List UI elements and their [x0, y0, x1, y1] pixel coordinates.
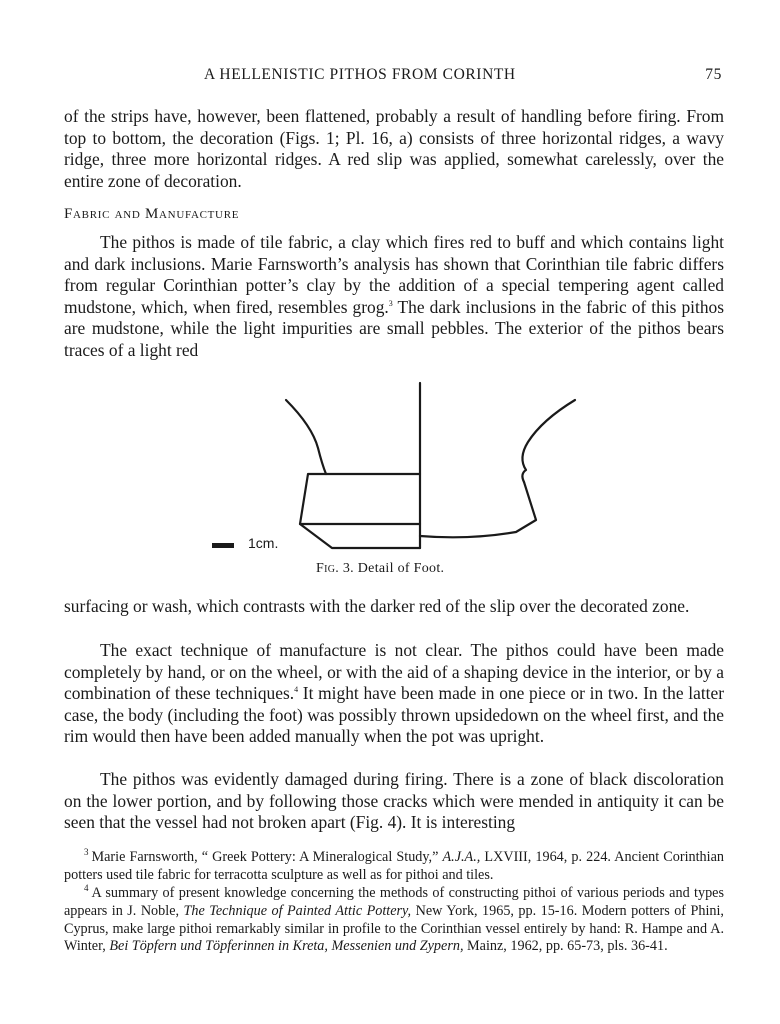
paragraph-firing: The pithos was evidently damaged during firing. There is a zone of black discoloration on the lower portion, and by following those cracks which were mended in antiquity it can be seen that the vessel had not broken apart (Fig. 4). It is interesting — [64, 769, 724, 832]
right-foot-outline — [420, 482, 536, 537]
left-profile-wall — [286, 400, 326, 474]
footnote-4-text-cont: Mainz, 1962, pp. 65-73, pls. 36-41. — [463, 938, 668, 955]
footnote-ref-4[interactable]: 4 — [294, 685, 299, 695]
running-title: A HELLENISTIC PITHOS FROM CORINTH — [204, 66, 516, 83]
left-foot-outline — [300, 474, 420, 548]
footnote-4-book2: Bei Töpfern und Töpferinnen in Kreta, Messenien und Zypern, — [109, 938, 464, 955]
foot-profile-drawing — [200, 378, 600, 553]
paragraph-decoration: of the strips have, however, been flattened, probably a result of handling before firing. From top to bottom, the decoration (Figs. 1; Pl. 16, a) consists of three horizontal ridges, a wavy ridge, three more horizontal ridges. A red slip was applied, somewhat carelessly, over the entire zone of decoration. — [64, 106, 724, 191]
footnote-4-text-mid: New York, 1965, pp. 15-16. Modern potters of Phini, Cyprus, make large pithoi remarkably similar in profile to the Corinthian vessel entirely by hand: R. Hampe and A. Winter, — [64, 902, 724, 955]
paragraph-technique-text-cont: It might have been made in one piece or in two. In the latter case, the body (including the foot) was possibly thrown upsidedown on the wheel first, and the rim would then have been added manually when the pot was upright. — [64, 683, 724, 746]
paragraph-surfacing: surfacing or wash, which contrasts with the darker red of the slip over the decorated zone. — [64, 596, 690, 616]
footnote-4-text: A summary of present knowledge concerning the methods of constructing pithoi of various periods and types appears in J. Noble, — [64, 885, 724, 919]
page-number: 75 — [705, 66, 722, 83]
scale-bar — [212, 543, 234, 548]
figure-caption — [316, 561, 444, 577]
footnote-3 — [64, 849, 724, 885]
paragraph-fabric-text-cont: The dark inclusions in the fabric of this pithos are mudstone, while the light impurities are small pebbles. The exterior of the pithos bears traces of a light red — [64, 296, 725, 360]
footnote-3-journal: A.J.A., — [442, 849, 481, 865]
footnote-3-text: Marie Farnsworth, “ Greek Pottery: A Mineralogical Study,” — [91, 849, 443, 865]
figure-caption-label: Fig. 3. — [316, 561, 354, 576]
footnote-3-text-cont: LXVIII, 1964, p. 224. Ancient Corinthian potters used tile fabric for terracotta sculpture as well as for pithoi and tiles. — [64, 849, 724, 883]
right-profile-wall — [522, 400, 575, 482]
footnote-ref-3[interactable]: 3 — [388, 298, 393, 308]
paragraph-fabric-text: The pithos is made of tile fabric, a clay which fires red to buff and which contains light and dark inclusions. Marie Farnsworth’s analysis has shown that Corinthian tile fabric differs from regular Corinthian potter’s clay by the addition of a special tempering agent called mudstone, which, when fired, resembles grog. — [64, 232, 724, 317]
footnote-4-book1: The Technique of Painted Attic Pottery, — [183, 902, 412, 919]
footnote-4-mark: 4 — [84, 883, 89, 894]
footnote-4 — [64, 885, 724, 956]
scale-label: 1cm. — [248, 535, 279, 551]
paragraph-technique — [64, 640, 724, 748]
figure-caption-text: Detail of Foot. — [357, 561, 445, 576]
paragraph-fabric — [64, 232, 724, 361]
footnote-3-mark: 3 — [84, 847, 89, 858]
section-heading-fabric: Fabric and Manufacture — [64, 206, 240, 222]
paragraph-technique-text: The exact technique of manufacture is not clear. The pithos could have been made completely by hand, or on the wheel, or with the aid of a shaping device in the interior, or by a combination of these techniques. — [64, 640, 724, 703]
